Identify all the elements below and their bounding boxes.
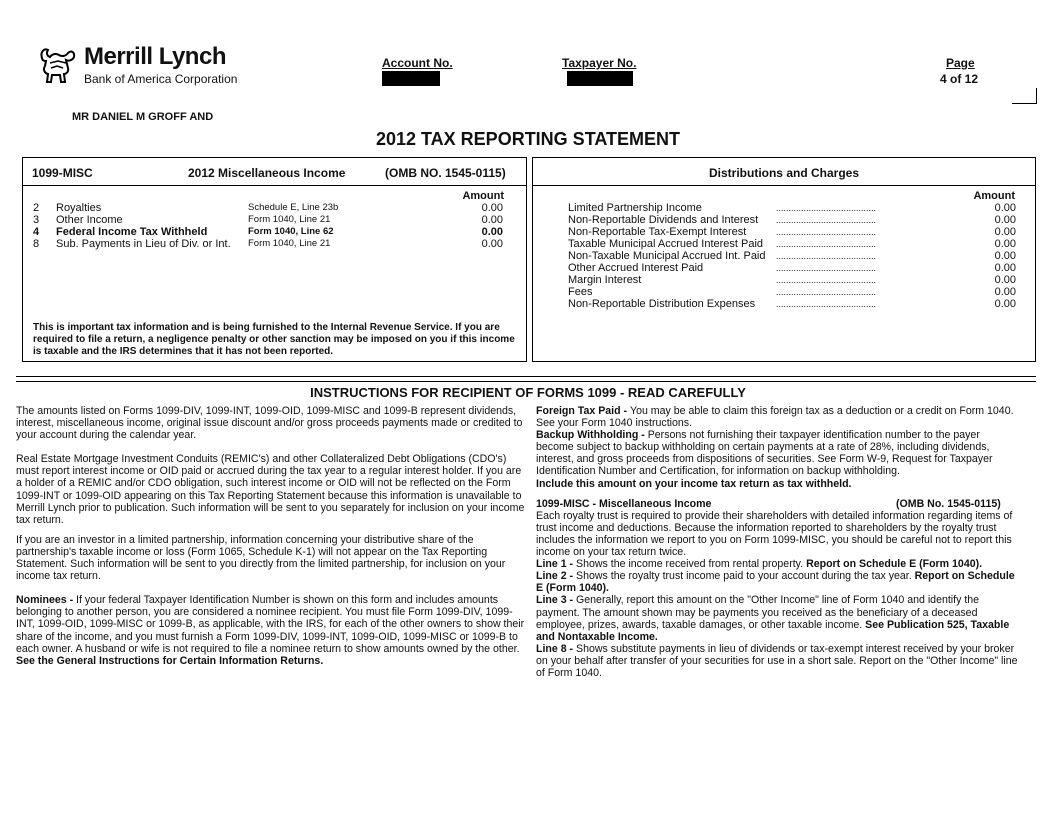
box-number: 8: [33, 238, 40, 250]
brand-name: Merrill Lynch: [84, 43, 226, 70]
form-1099-misc-panel: [22, 157, 527, 362]
leader-dots: ........................................: [776, 287, 877, 297]
distribution-row: [568, 250, 1016, 262]
panel-divider: [23, 185, 526, 186]
instructions-intro: The amounts listed on Forms 1099-DIV, 1099-INT, 1099-OID, 1099-MISC and 1099-B represent dividends, interest, miscellaneous income, original issue discount and/or gross proceeds payments made or credited to your account during the calendar year.: [16, 405, 523, 442]
distribution-row: [568, 274, 1016, 286]
distribution-row: [568, 202, 1016, 214]
instructions-nominees: Nominees - If your federal Taxpayer Identification Number is shown on this form and includes amounts belonging to another person, you are considered a nominee recipient. You must file Form 1099-DIV, 1099-INT, 1099-OID, 1099-MISC or 1099-B, as applicable, with the IRS, for each of the other owners to show their share of the income, and you must furnish a Form 1099-DIV, 1099-INT, 1099-OID, 1099-MISC or 1099-B to each owner. A husband or wife is not required to file a nominee return to show amounts owned by the other. See the General Instructions for Certain Information Returns.: [16, 594, 525, 667]
misc-row: [33, 238, 503, 250]
distribution-row: [568, 262, 1016, 274]
brand-subtitle: Bank of America Corporation: [84, 72, 238, 86]
box-label: Federal Income Tax Withheld: [56, 226, 208, 238]
distribution-label: Other Accrued Interest Paid: [568, 262, 704, 274]
distribution-label: Non-Taxable Municipal Accrued Int. Paid: [568, 250, 766, 262]
misc-row: [33, 226, 503, 238]
box-reference: Form 1040, Line 62: [248, 226, 334, 237]
distribution-row: [568, 226, 1016, 238]
corner-mark: [1012, 88, 1037, 104]
line-3-instructions: Line 3 - Generally, report this amount on the "Other Income" line of Form 1040 and identify the payment. The amount shown may be payments you received as the beneficiary of a deceased employee, prizes, awards, taxable damages, or other taxable income. See Publication 525, Taxable and Nontaxable Income.: [536, 594, 1010, 643]
leader-dots: ........................................: [776, 299, 877, 309]
distribution-label: Non-Reportable Dividends and Interest: [568, 214, 759, 226]
amount-header: Amount: [462, 190, 504, 202]
box-label: Royalties: [56, 202, 102, 214]
instructions-right-column: [536, 405, 1020, 679]
box-label: Other Income: [56, 214, 123, 226]
distribution-label: Non-Reportable Distribution Expenses: [568, 298, 756, 310]
bull-logo-icon: [38, 44, 78, 86]
distribution-row: [568, 238, 1016, 250]
page-number: 4 of 12: [940, 72, 979, 86]
misc-heading: 1099-MISC - Miscellaneous Income (OMB No. 1545-0115): [536, 497, 1001, 510]
recipient-name: MR DANIEL M GROFF AND: [72, 111, 214, 123]
misc-description: Each royalty trust is required to provide their shareholders with detailed information regarding items of trust income and deductions. Because the information reported to shareholders by the royalty trust includes the information we report to you on Form 1099-MISC, you should be careful not to report this income on your tax return twice.: [536, 509, 1013, 559]
panel-divider: [533, 185, 1035, 186]
instructions-left-column: [16, 405, 530, 679]
distribution-label: Limited Partnership Income: [568, 202, 702, 214]
account-number-redacted: [382, 71, 440, 86]
form-omb: (OMB NO. 1545-0115): [385, 166, 506, 180]
box-number: 2: [33, 202, 40, 214]
box-number: 3: [33, 214, 40, 226]
box-reference: Schedule E, Line 23b: [248, 202, 339, 213]
divider-rule: [16, 381, 1036, 382]
taxpayer-number-redacted: [567, 71, 633, 86]
distributions-panel: [532, 157, 1036, 362]
box-reference: Form 1040, Line 21: [248, 214, 331, 225]
distribution-label: Non-Reportable Tax-Exempt Interest: [568, 226, 747, 238]
irs-notice: This is important tax information and is being furnished to the Internal Revenue Service. If you are required to file a return, a negligence penalty or other sanction may be imposed on you if this income is taxable and the IRS determines that it has not been reported.: [33, 322, 515, 357]
distribution-amount: 0.00: [994, 214, 1016, 226]
leader-dots: ........................................: [776, 239, 877, 249]
leader-dots: ........................................: [776, 251, 877, 261]
distribution-row: [568, 298, 1016, 310]
distributions-title: Distributions and Charges: [708, 166, 860, 180]
distribution-label: Margin Interest: [568, 274, 642, 286]
box-amount: 0.00: [481, 202, 503, 214]
instructions-remic: Real Estate Mortgage Investment Conduits (REMIC's) and other Collateralized Debt Obligations (CDO's) must report interest income or OID paid or accrued during the tax year to a regular interest holder. If you are a holder of a REMIC and/or CDO obligation, such interest income or OID will not be reflected on the Form 1099-INT or 1099-OID appearing on this Tax Reporting Statement because this information is unavailable to Merrill Lynch prior to publication. Such information will be sent to you separately for inclusion on your income tax return.: [16, 453, 525, 526]
box-label: Sub. Payments in Lieu of Div. or Int.: [56, 238, 231, 250]
distribution-amount: 0.00: [994, 226, 1016, 238]
distribution-row: [568, 286, 1016, 298]
distribution-amount: 0.00: [994, 202, 1016, 214]
foreign-tax-paid: Foreign Tax Paid - You may be able to claim this foreign tax as a deduction or a credit on Form 1040. See your Form 1040 instructions.: [536, 405, 1014, 430]
distribution-row: [568, 214, 1016, 226]
leader-dots: ........................................: [776, 203, 877, 213]
account-number-label: Account No.: [382, 56, 453, 70]
distribution-label: Fees: [568, 286, 593, 298]
line-2-instructions: Line 2 - Shows the royalty trust income paid to your account during the tax year. Report on Schedule E (Form 1040).: [536, 570, 1015, 595]
line-8-instructions: Line 8 - Shows substitute payments in lieu of dividends or tax-exempt interest received by your broker on your behalf after transfer of your securities for use in a short sale. Report on the "Other Income" line of Form 1040.: [536, 642, 1018, 679]
distribution-amount: 0.00: [994, 250, 1016, 262]
leader-dots: ........................................: [776, 227, 877, 237]
instructions-title: INSTRUCTIONS FOR RECIPIENT OF FORMS 1099 - READ CAREFULLY: [310, 385, 746, 400]
distribution-amount: 0.00: [994, 274, 1016, 286]
leader-dots: ........................................: [776, 263, 877, 273]
amount-header: Amount: [973, 190, 1015, 202]
page-title: 2012 TAX REPORTING STATEMENT: [375, 129, 681, 149]
box-amount: 0.00: [481, 238, 503, 250]
form-description: 2012 Miscellaneous Income: [188, 166, 346, 180]
box-number: 4: [33, 226, 40, 238]
box-amount: 0.00: [481, 226, 503, 238]
distribution-amount: 0.00: [994, 286, 1016, 298]
line-1-instructions: Line 1 - Shows the income received from rental property. Report on Schedule E (Form 1040).: [536, 558, 983, 571]
form-id: 1099-MISC: [32, 166, 93, 180]
backup-withholding: Backup Withholding - Persons not furnishing their taxpayer identification number to the payer become subject to backup withholding on certain payments at a rate of 28%, including dividends, interest, and gross proceeds from dispositions of securities. See Form W-9, Request for Taxpayer Identification Number and Certification, for information on backup withholding. Include this amount on your income tax return as tax withheld.: [536, 429, 993, 490]
leader-dots: ........................................: [776, 275, 877, 285]
misc-row: [33, 202, 503, 214]
distribution-amount: 0.00: [994, 238, 1016, 250]
box-reference: Form 1040, Line 21: [248, 238, 331, 249]
misc-row: [33, 214, 503, 226]
distribution-label: Taxable Municipal Accrued Interest Paid: [568, 238, 764, 250]
leader-dots: ........................................: [776, 215, 877, 225]
taxpayer-number-label: Taxpayer No.: [562, 56, 637, 70]
box-amount: 0.00: [481, 214, 503, 226]
page-label: Page: [946, 56, 975, 70]
instructions-partnership: If you are an investor in a limited partnership, information concerning your distributive share of the partnership's taxable income or loss (Form 1065, Schedule K-1) will not appear on the Tax Reporting Statement. Such information will be sent to you directly from the limited partnership, for inclusion on your income tax return.: [16, 533, 506, 583]
divider-rule: [16, 376, 1036, 377]
distribution-amount: 0.00: [994, 298, 1016, 310]
distribution-amount: 0.00: [994, 262, 1016, 274]
